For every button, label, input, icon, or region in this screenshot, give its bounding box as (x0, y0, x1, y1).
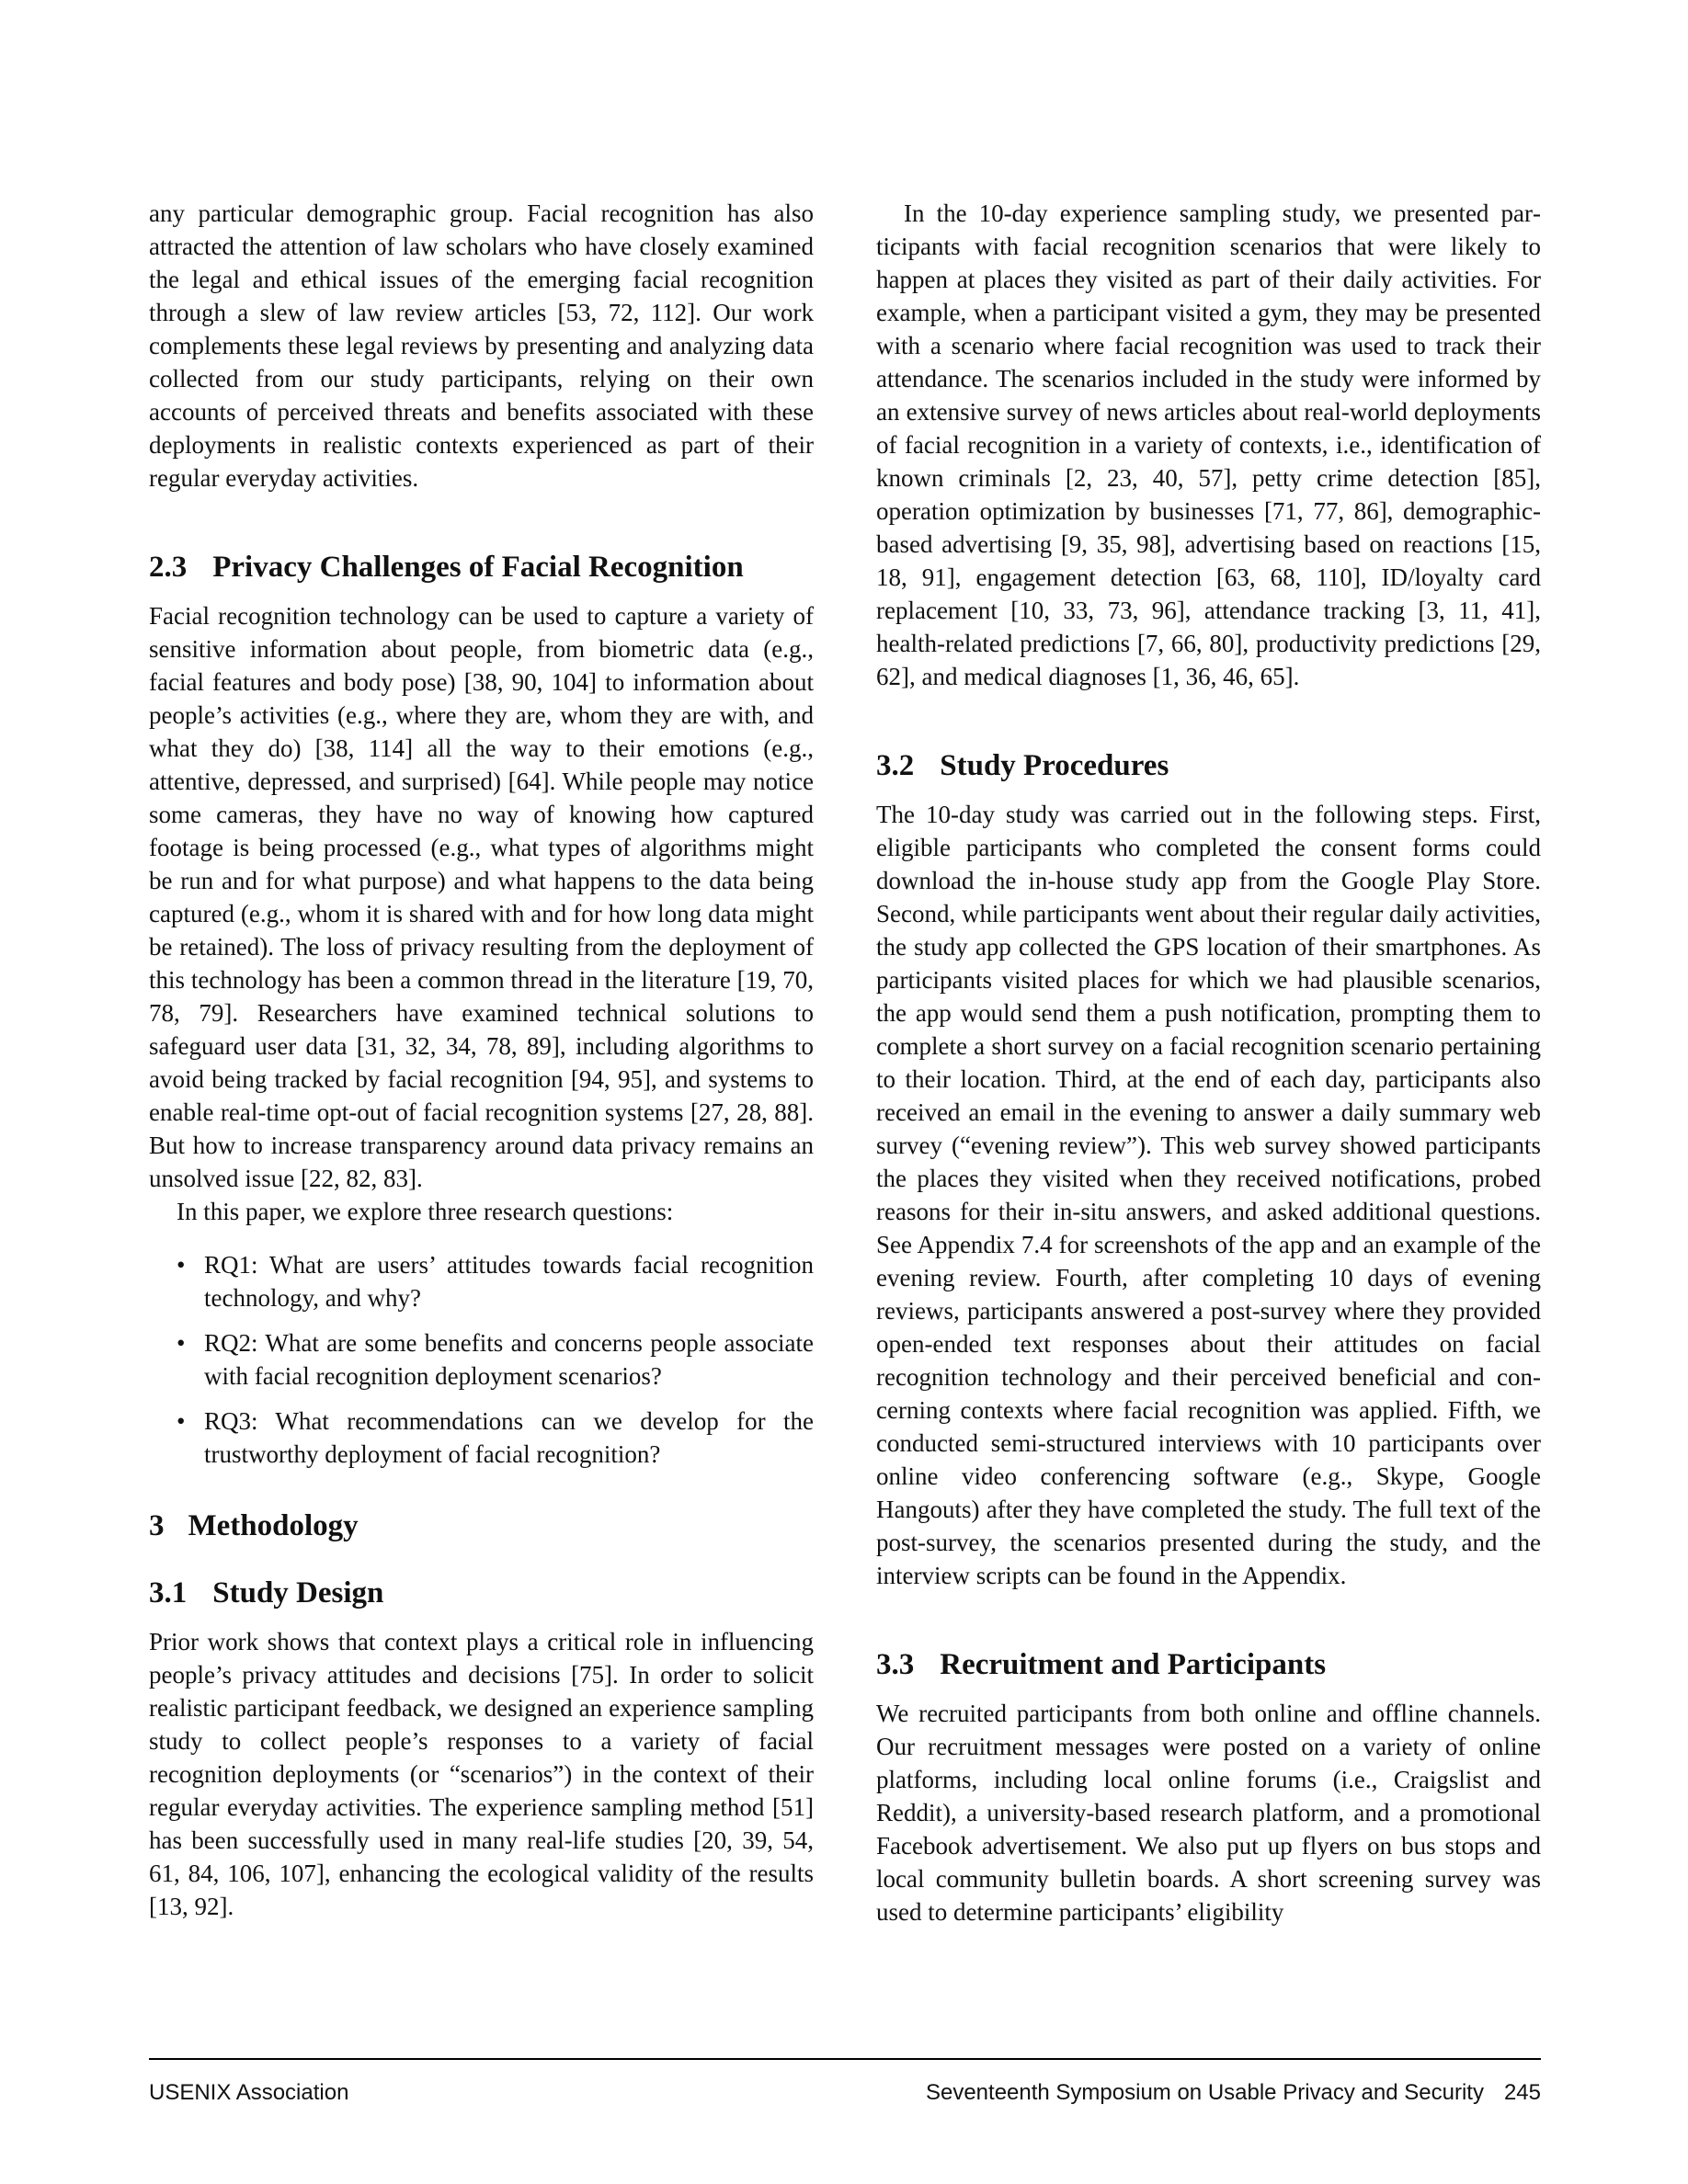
privacy-challenges-paragraph: Facial recognition technology can be used to capture a variety of sensitive information about people, from biometric data (e.g., facial features and body pose) [38, 90, 104] to information about people’s activities (e.g., where they are, whom they are with, and what they do) [38, 114] all the way to their emotions (e.g., attentive, depressed, and surprised) [64]. While people may notice some cameras, they have no way of knowing how captured footage is being processed (e.g., what types of algorithms might be run and for what purpose) and what happens to the data being captured (e.g., whom it is shared with and for how long data might be retained). The loss of privacy resulting from the deployment of this technology has been a common thread in the literature [19, 70, 78, 79]. Researchers have examined technical solutions to safeguard user data [31, 32, 34, 78, 89], including algorithms to avoid being tracked by facial recognition [94, 95], and systems to enable real-time opt-out of facial recognition systems [27, 28, 88]. But how to increase transparency around data privacy remains an unsolved issue [22, 82, 83]. (149, 602, 814, 1192)
footer-association: USENIX Association (149, 2080, 349, 2105)
section-number: 3 (149, 1509, 165, 1542)
section-number: 3.2 (876, 749, 915, 782)
left-column (149, 197, 814, 1923)
bullet-icon: • (177, 1251, 186, 1279)
list-item (149, 1248, 814, 1314)
bullet-icon: • (177, 1407, 186, 1435)
section-title: Methodology (188, 1509, 359, 1542)
footer-venue (926, 2079, 1541, 2107)
bullet-icon: • (177, 1329, 186, 1357)
recruitment-paragraph: We recruited participants from both online and offline channels. Our recruitment messages were posted on a variety of online platforms, including local online forums (i.e., Craigslist and Reddit), a university-based research platform, and a promotional Facebook advertisement. We also put up flyers on bus stops and local community bulletin boards. A short screening survey was used to determine participants’ eligibility (876, 1700, 1541, 1926)
study-procedures-paragraph: The 10-day study was carried out in the following steps. First, eligible participants who completed the consent forms could download the in-house study app from the Google Play Store. Second, while participants went about their regular daily activities, the study app collected the GPS location of their smartphones. As participants visited places for which we had plausible scenarios, the app would send them a push notification, prompting them to complete a short survey on a facial recognition scenario pertaining to their location. Third, at the end of each day, participants also received an email in the evening to answer a daily summary web survey (“evening review”). This web survey showed participants the places they visited when they received notifications, probed reasons for their in-situ answers, and asked additional questions. See Appendix 7.4 for screenshots of the app and an example of the evening review. Fourth, after completing 10 days of evening reviews, participants answered a post-survey where they provided open-ended text responses about their attitudes on facial recognition technology and their perceived beneficial and concerning contexts where facial recognition was applied. Fifth, we conducted semi-structured interviews with 10 participants over online video conferencing software (e.g., Skype, Google Hangouts) after they have completed the study. The full text of the post-survey, the scenarios presented during the study, and the interview scripts can be found in the Appendix. (876, 801, 1541, 1589)
section-heading-3 (149, 1507, 814, 1544)
section-number: 3.3 (876, 1648, 915, 1681)
intro-paragraph: any particular demographic group. Facial recognition has also attracted the attention of law scholars who have closely examined the legal and ethical issues of the emerging facial recognition through a slew of law review articles [53, 72, 112]. Our work complements these legal reviews by presenting and analyzing data collected from our study participants, relying on their own accounts of perceived threats and benefits associated with these deployments in realistic contexts experienced as part of their regular everyday activities. (149, 199, 814, 492)
footer-venue-name: Seventeenth Symposium on Usable Privacy and Security (925, 2080, 1484, 2105)
research-questions-intro: In this paper, we explore three research questions: (177, 1198, 674, 1225)
section-title: Recruitment and Participants (940, 1648, 1327, 1681)
list-item (149, 1405, 814, 1471)
section-title: Privacy Challenges of Facial Recognition (212, 551, 744, 584)
list-item (149, 1326, 814, 1393)
page-number: 245 (1503, 2080, 1541, 2105)
research-question-text: RQ2: What are some benefits and concerns people associate with facial recognition deployment scenarios? (204, 1329, 814, 1390)
study-design-paragraph: Prior work shows that context plays a critical role in influencing people’s privacy attitudes and decisions [75]. In order to solicit realistic participant feedback, we designed an experience sampling study to collect people’s responses to a variety of facial recognition deployments (or “scenarios”) in the context of their regular everyday activities. The experience sampling method [51] has been successfully used in many real-life studies [20, 39, 54, 61, 84, 106, 107], enhancing the ecological validity of the results [13, 92]. (149, 1628, 814, 1920)
section-heading-3-2 (876, 747, 1541, 784)
section-title: Study Design (212, 1576, 384, 1610)
scenarios-paragraph: In the 10-day experience sampling study, we presented participants with facial recognition scenarios that were likely to happen at places they visited as part of their daily activities. For example, when a participant visited a gym, they may be presented with a scenario where facial recognition was used to track their attendance. The scenarios included in the study were informed by an extensive survey of news articles about real-world deployments of facial recognition in a variety of contexts, i.e., identification of known criminals [2, 23, 40, 57], petty crime detection [85], operation optimization by businesses [71, 77, 86], demographic-based advertising [9, 35, 98], advertising based on reactions [15, 18, 91], engagement detection [63, 68, 110], ID/loyalty card replacement [10, 33, 73, 96], attendance tracking [3, 11, 41], health-related predictions [7, 66, 80], productivity predictions [29, 62], and medical diagnoses [1, 36, 46, 65]. (876, 199, 1541, 690)
section-number: 2.3 (149, 551, 188, 584)
footer-divider (149, 2058, 1541, 2060)
section-title: Study Procedures (940, 749, 1169, 782)
section-heading-2-3 (149, 549, 814, 586)
research-question-text: RQ3: What recommendations can we develop for the trustworthy deployment of facial recognition? (204, 1407, 814, 1468)
section-heading-3-3 (876, 1646, 1541, 1683)
research-question-text: RQ1: What are users’ attitudes towards facial recognition technology, and why? (204, 1251, 814, 1312)
right-column (876, 197, 1541, 1928)
section-number: 3.1 (149, 1576, 188, 1610)
research-questions-list (149, 1248, 814, 1471)
section-heading-3-1 (149, 1575, 814, 1611)
